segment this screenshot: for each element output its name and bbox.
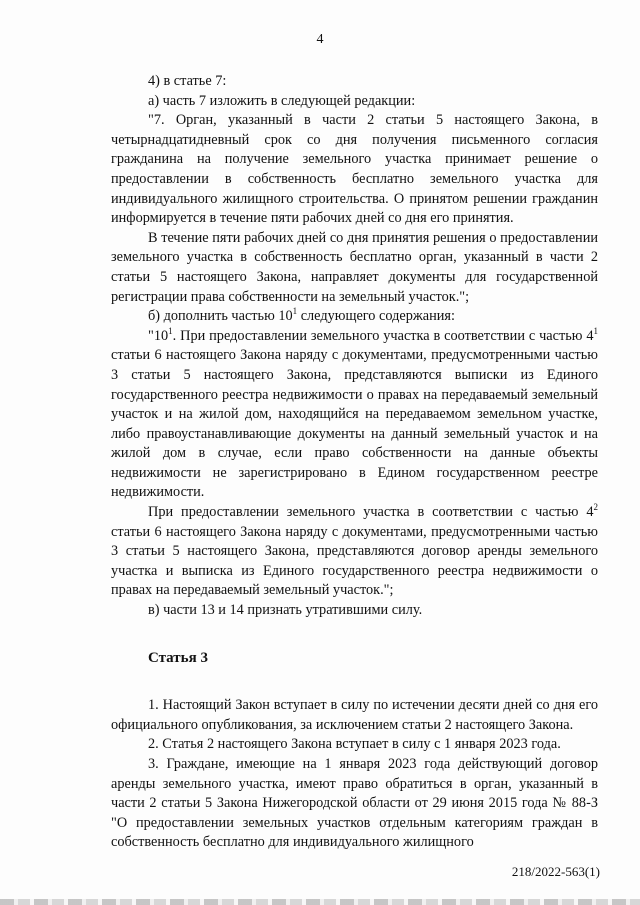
text-run: статьи 6 настоящего Закона наряду с документами, предусмотренными частью 3 статьи 5 настоящего Закона, представляются выписки из Единого государственного реестра недвижимости о правах на передаваемый земельный участок и на жилой дом, находящийся на передаваемом земельном участке, либо правоустанавливающие документы на данный земельный участок и на жилой дом в случае, если право собственности на данные объекты недвижимости не зарегистрировано в Едином государственном реестре недвижимости.: [111, 347, 598, 501]
document-body: [111, 72, 598, 853]
text-run: При предоставлении земельного участка в соответствии с частью 4: [148, 504, 594, 521]
text-run: следующего содержания:: [297, 308, 455, 325]
article-heading: Статья 3: [148, 649, 208, 666]
paragraph-p11: 3. Граждане, имеющие на 1 января 2023 года действующий договор аренды земельного участка, имеют право обратиться в орган, указанный в части 2 статьи 5 Закона Нижегородской области от 29 июня 2015 года № 88-З "О предоставлении земельных участков отдельным категориям граждан в собственность бесплатно для индивидуального жилищного: [111, 756, 598, 851]
scan-artifact-strip: [0, 899, 640, 905]
superscript: 1: [168, 325, 173, 336]
paragraph-p10: 2. Статья 2 настоящего Закона вступает в силу с 1 января 2023 года.: [148, 736, 561, 753]
page-number: 4: [316, 32, 324, 47]
document-code: 218/2022-563(1): [511, 864, 600, 879]
paragraph-p2: а) часть 7 изложить в следующей редакции:: [148, 92, 416, 109]
paragraph-p5: [111, 307, 598, 327]
superscript: 1: [292, 306, 298, 317]
paragraph-p3: "7. Орган, указанный в части 2 статьи 5 настоящего Закона, в четырнадцатидневный срок со дня получения письменного согласия гражданина на получение земельного участка принимает решение о предоставлении в собственность бесплатно земельного участка для индивидуального жилищного строительства. О принятом решении гражданин информируется в течение пяти рабочих дней со дня его принятия.: [111, 112, 598, 227]
paragraph-p6: [111, 327, 598, 503]
text-run: . При предоставлении земельного участка в соответствии с частью 4: [172, 327, 594, 344]
paragraph-p8: в) части 13 и 14 признать утратившими силу.: [148, 602, 423, 619]
text-run: статьи 6 настоящего Закона наряду с документами, предусмотренными частью 3 статьи 5 настоящего Закона, представляются договор аренды земельного участка и выписка из Единого государственного реестра недвижимости о правах на передаваемый земельный участок.";: [111, 523, 598, 599]
paragraph-p9: 1. Настоящий Закон вступает в силу по истечении десяти дней со дня его официального опубликования, за исключением статьи 2 настоящего Закона.: [111, 697, 598, 733]
text-run: б) дополнить частью 10: [148, 308, 293, 325]
text-run: "10: [148, 327, 169, 344]
paragraph-p4: В течение пяти рабочих дней со дня принятия решения о предоставлении земельного участка в собственность бесплатно орган, указанный в части 2 статьи 5 настоящего Закона, направляет документы для государственной регистрации права собственности на земельный участок.";: [111, 229, 598, 305]
superscript: 1: [593, 325, 598, 336]
superscript: 2: [593, 502, 598, 513]
paragraph-p1: 4) в статье 7:: [148, 73, 227, 89]
paragraph-p7: [111, 503, 598, 601]
